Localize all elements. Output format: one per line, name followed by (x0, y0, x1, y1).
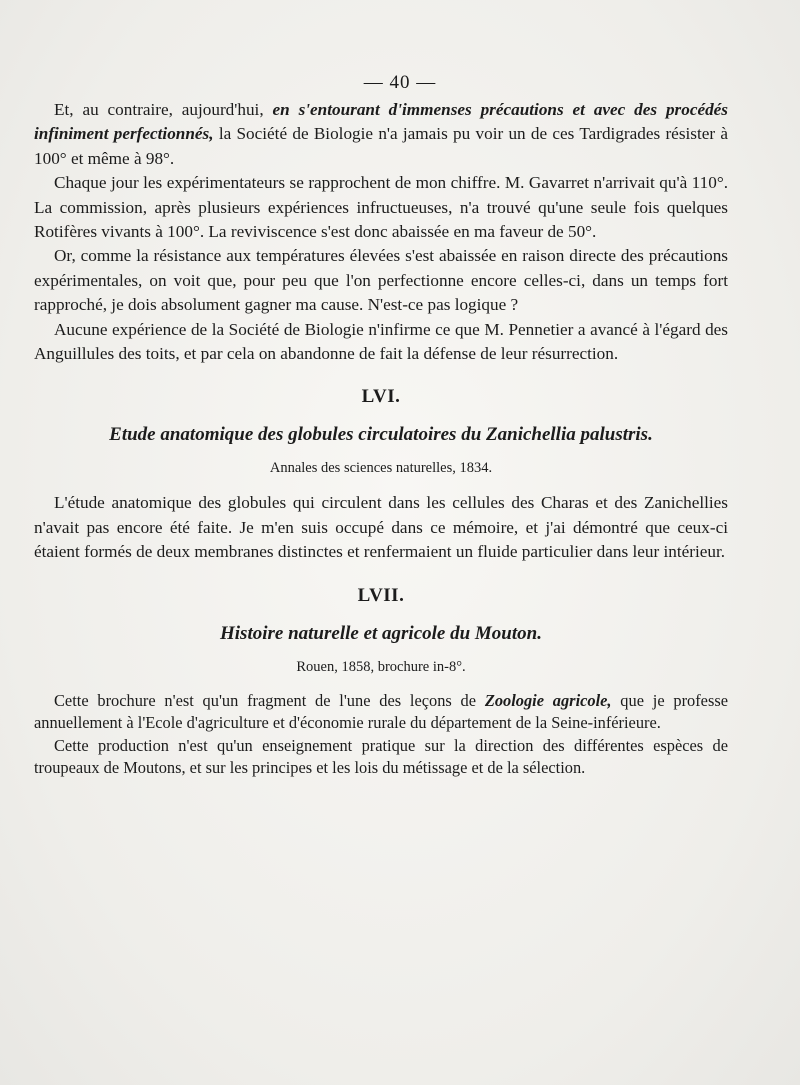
paragraph: Aucune expérience de la Société de Biologie n'infirme ce que M. Pennetier a avancé à l'égard des Anguillules des toits, et par cela on abandonne de fait la défense de leur résurrection. (34, 319, 728, 364)
publication-source: Annales des sciences naturelles, 1834. (269, 460, 493, 477)
italic-emphasis: Zoologie agricole, (484, 690, 612, 710)
publication-source: Rouen, 1858, brochure in-8°. (296, 658, 466, 675)
paragraph (34, 98, 728, 171)
italic-emphasis: en s'entourant d'immenses précautions et avec des procédés infiniment perfectionnés, (34, 100, 728, 144)
section-number: LVI. (361, 386, 401, 408)
section-number: LVII. (357, 584, 405, 606)
paragraph: Or, comme la résistance aux températures élevées s'est abaissée en raison directe des précautions expérimentales, on voit que, pour peu que l'on perfectionne encore celles-ci, dans un temps fort rapproché, je dois absolument gagner ma cause. N'est-ce pas logique ? (34, 246, 728, 315)
text-run: que je professe annuellement à l'Ecole d'agriculture et d'économie rurale du département de la Seine-inférieure. (34, 690, 728, 733)
text-run: Cette brochure n'est qu'un fragment de l'une des leçons de (54, 690, 485, 710)
section-title: Etude anatomique des globules circulatoires du Zanichellia palustris. (109, 424, 653, 446)
paragraph (34, 690, 728, 735)
section-title: Histoire naturelle et agricole du Mouton. (220, 622, 542, 644)
paragraph: Cette production n'est qu'un enseignement pratique sur la direction des différentes espèces de troupeaux de Moutons, et sur les principes et les lois du métissage et de la sélection. (34, 735, 728, 778)
text-run: la Société de Biologie n'a jamais pu voir un de ces Tardigrades résister à 100° et même à 98°. (34, 124, 728, 168)
page-number: — 40 — (363, 72, 437, 93)
paragraph: Chaque jour les expérimentateurs se rapprochent de mon chiffre. M. Gavarret n'arrivait qu'à 110°. La commission, après plusieurs expériences infructueuses, n'a trouvé qu'une seule fois quelques Rotifères vivants à 100°. La reviviscence s'est donc abaissée en ma faveur de 50°. (34, 173, 728, 242)
text-run: Et, au contraire, aujourd'hui, (54, 100, 273, 119)
body-text (34, 98, 728, 780)
paragraph: L'étude anatomique des globules qui circulent dans les cellules des Charas et des Zanichellies n'avait pas encore été faite. Je m'en suis occupé dans ce mémoire, et j'ai démontré que ceux-ci étaient formés de deux membranes distinctes et renfermaient un fluide particulier dans leur intérieur. (34, 493, 728, 562)
